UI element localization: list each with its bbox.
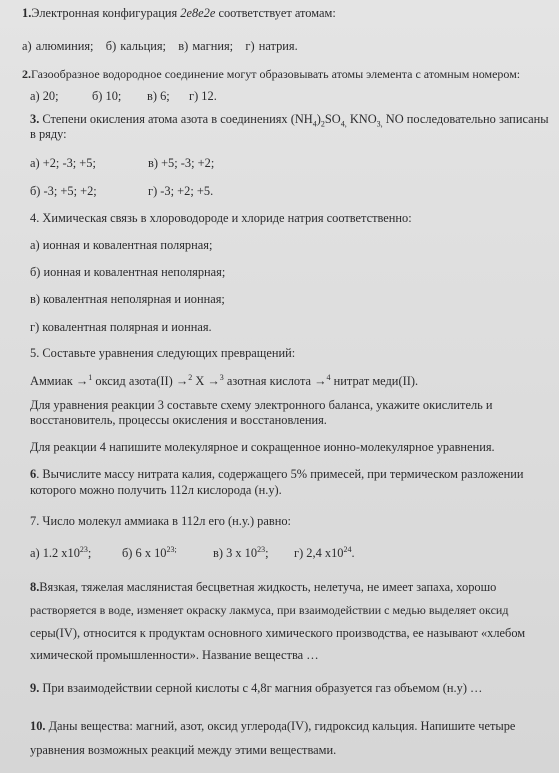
question-8-line2: растворяется в воде, изменяет окраску лакмуса, при взаимодействии с медью выделяет оксид [30,603,509,617]
question-4-option-b: б) ионная и ковалентная неполярная; [30,265,226,279]
question-10-number: 10. [30,719,46,733]
question-6-line1: 6. Вычислите массу нитрата калия, содержащего 5% примесей, при термическом разложении [30,467,524,481]
question-2-option-c: в) 6; [147,89,170,103]
question-7-option-d: г) 2,4 $x10^{24}$. [294,544,355,560]
question-3-option-d: г) -3; +2; +5. [148,184,214,198]
question-7-option-a: а) 1.2 $x10^{23}$; [30,544,92,560]
arrow-icon: → [207,374,220,388]
question-5-para1-line1: Для уравнения реакции 3 составьте схему электронного баланса, укажите окислитель и [30,398,493,412]
question-6-line2: которого можно получить 112л кислорода (н.у). [30,483,282,497]
question-2-option-d: г) 12. [189,89,217,103]
arrow-icon: → [314,374,327,388]
question-10-line2: уравнения возможных реакций между этими веществами. [30,743,337,757]
question-8-line1: 8.Вязкая, тяжелая маслянистая бесцветная жидкость, нелетуча, не имеет запаха, хорошо [30,580,497,594]
question-5-para2: Для реакции 4 напишите молекулярное и сокращенное ионно-молекулярное уравнения. [30,440,495,454]
question-4-option-d: г) ковалентная полярная и ионная. [30,320,212,334]
question-4-option-a: а) ионная и ковалентная полярная; [30,238,213,252]
question-10-line1: 10. Даны вещества: магний, азот, оксид углерода(IV), гидроксид кальция. Напишите четыре [30,719,516,733]
question-5-text: 5. Составьте уравнения следующих превращений: [30,346,296,360]
arrow-icon: → [75,374,89,388]
question-3-option-a: а) +2; -3; +5; [30,156,96,170]
question-6-number: 6 [30,467,37,481]
question-7-text: 7. Число молекул аммиака в 112л его (н.у.) равно: [30,514,291,528]
question-5-para1-line2: восстановитель, процессы окисления и восстановления. [30,413,327,427]
question-1-text: 1.Электронная конфигурация 2e8e2e соответствует атомам: [22,6,336,20]
question-7-option-c: в) 3 x $10^{23}$; [213,544,269,560]
question-9-text: 9. При взаимодействии серной кислоты с 4,8г магния образуется газ объемом (н.у) … [30,681,483,695]
question-2-text: 2.Газообразное водородное соединение могут образовывать атомы элемента с атомным номером: [22,67,521,81]
question-2-option-b: б) 10; [92,89,122,103]
question-3-option-b: б) -3; +5; +2; [30,184,97,198]
question-8-number: 8. [30,580,40,594]
question-3-number: 3. [30,112,40,126]
question-9-number: 9. [30,681,40,695]
question-4-text: 4. Химическая связь в хлороводороде и хлориде натрия соответственно: [30,211,412,225]
electron-config: 2e8e2e [180,6,216,20]
question-2-number: 2. [22,67,31,81]
question-2-option-a: а) 20; [30,89,59,103]
question-8-line4: химической промышленности». Название вещества … [30,648,319,662]
question-7-option-b: б) 6 x $10^{23;}$ [122,544,177,560]
question-8-line3: серы(IV), относится к продуктам основного химического производства, ее называют «хлебом [30,626,526,640]
question-1-number: 1. [22,6,32,20]
question-3-text-line2: в ряду: [30,127,67,141]
question-4-option-c: в) ковалентная неполярная и ионная; [30,292,225,306]
arrow-icon: → [172,374,189,388]
question-5-chain: Аммиак →$^1$ оксид азота(II) →$^2$ X →$^3$ азотная кислота →$^4$ нитрат меди(II). [30,372,419,388]
question-3-text: 3. Степени окисления атома азота в соединениях $(NH_4)_2SO_{4,}$ $KNO_{3,}$ NO последовательно записаны [30,112,549,129]
question-1-options: а) алюминия; б) кальция; в) магния; г) натрия. [22,39,298,53]
question-3-option-c: в) +5; -3; +2; [148,156,215,170]
